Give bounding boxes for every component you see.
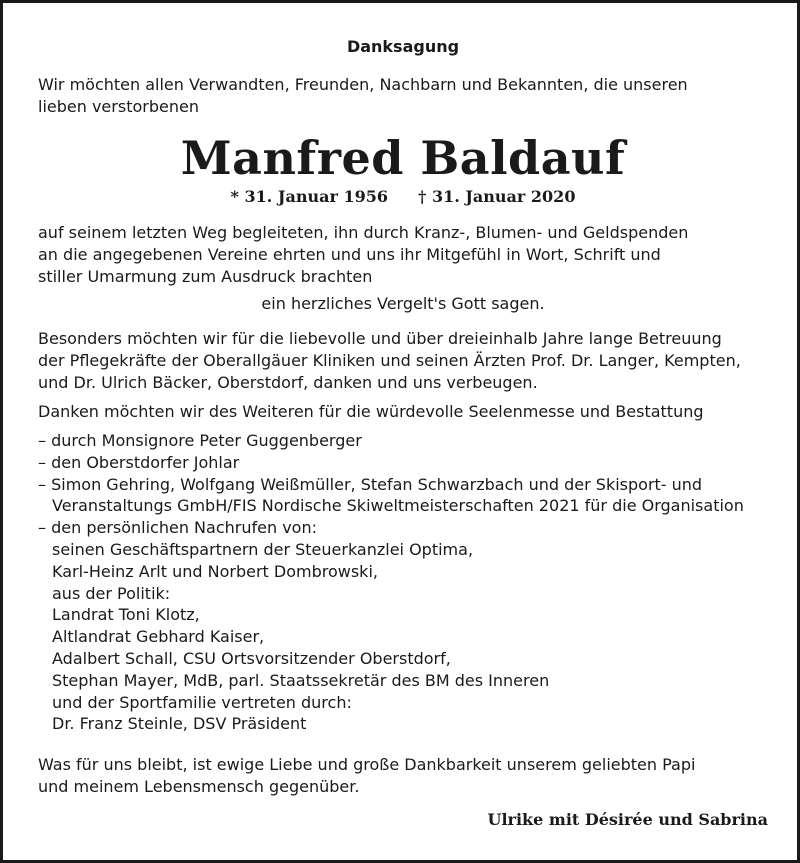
- text-line: stiller Umarmung zum Ausdruck brachten: [38, 267, 373, 286]
- list-item: – den Oberstdorfer Johlar: [38, 452, 240, 472]
- list-item: aus der Politik:: [52, 583, 171, 603]
- thanks-list: [38, 430, 744, 735]
- paragraph-closing: [38, 754, 695, 798]
- death-date: † 31. Januar 2020: [418, 187, 576, 206]
- intro-line: Wir möchten allen Verwandten, Freunden, Nachbarn und Bekannten, die unseren: [38, 75, 688, 94]
- list-item: Landrat Toni Klotz,: [52, 605, 200, 625]
- list-item: Veranstaltungs GmbH/FIS Nordische Skiweltmeisterschaften 2021 für die Organisation: [52, 496, 744, 516]
- notice-heading: Danksagung: [346, 37, 460, 56]
- list-item: – den persönlichen Nachrufen von:: [38, 518, 317, 538]
- signature: Ulrike mit Désirée und Sabrina: [487, 810, 768, 829]
- intro-line: lieben verstorbenen: [38, 97, 199, 116]
- life-dates: [38, 185, 768, 209]
- list-item: Altlandrat Gebhard Kaiser,: [52, 627, 265, 647]
- list-item: seinen Geschäftspartnern der Steuerkanzlei Optima,: [52, 539, 474, 559]
- text-line: und Dr. Ulrich Bäcker, Oberstdorf, danken und uns verbeugen.: [38, 373, 538, 392]
- text-line: Besonders möchten wir für die liebevolle und über dreieinhalb Jahre lange Betreuung: [38, 329, 722, 348]
- list-item: Dr. Franz Steinle, DSV Präsident: [52, 714, 307, 734]
- paragraph-care: [38, 328, 741, 394]
- text-line: Was für uns bleibt, ist ewige Liebe und große Dankbarkeit unserem geliebten Papi: [38, 755, 696, 774]
- list-item: – durch Monsignore Peter Guggenberger: [38, 431, 362, 450]
- text-line: und meinem Lebensmensch gegenüber.: [38, 777, 360, 796]
- list-item: Stephan Mayer, MdB, parl. Staatssekretär des BM des Inneren: [52, 670, 550, 690]
- list-item: und der Sportfamilie vertreten durch:: [52, 692, 352, 712]
- list-item: – Simon Gehring, Wolfgang Weißmüller, Stefan Schwarzbach und der Skisport- und: [38, 474, 703, 494]
- paragraph-funeral: Danken möchten wir des Weiteren für die würdevolle Seelenmesse und Bestattung: [38, 402, 704, 421]
- text-line: der Pflegekräfte der Oberallgäuer Kliniken und seinen Ärzten Prof. Dr. Langer, Kempten,: [38, 351, 741, 370]
- birth-date: * 31. Januar 1956: [230, 187, 388, 206]
- paragraph-farewell: [38, 222, 688, 288]
- text-line: an die angegebenen Vereine ehrten und uns ihr Mitgefühl in Wort, Schrift und: [38, 245, 661, 264]
- deceased-name: Manfred Baldauf: [180, 131, 626, 185]
- list-item: Karl-Heinz Arlt und Norbert Dombrowski,: [52, 561, 378, 581]
- list-item: Adalbert Schall, CSU Ortsvorsitzender Oberstdorf,: [52, 648, 451, 668]
- thanks-line: ein herzliches Vergelt's Gott sagen.: [261, 294, 545, 313]
- intro-text: [38, 74, 688, 118]
- text-line: auf seinem letzten Weg begleiteten, ihn durch Kranz-, Blumen- und Geldspenden: [38, 223, 689, 242]
